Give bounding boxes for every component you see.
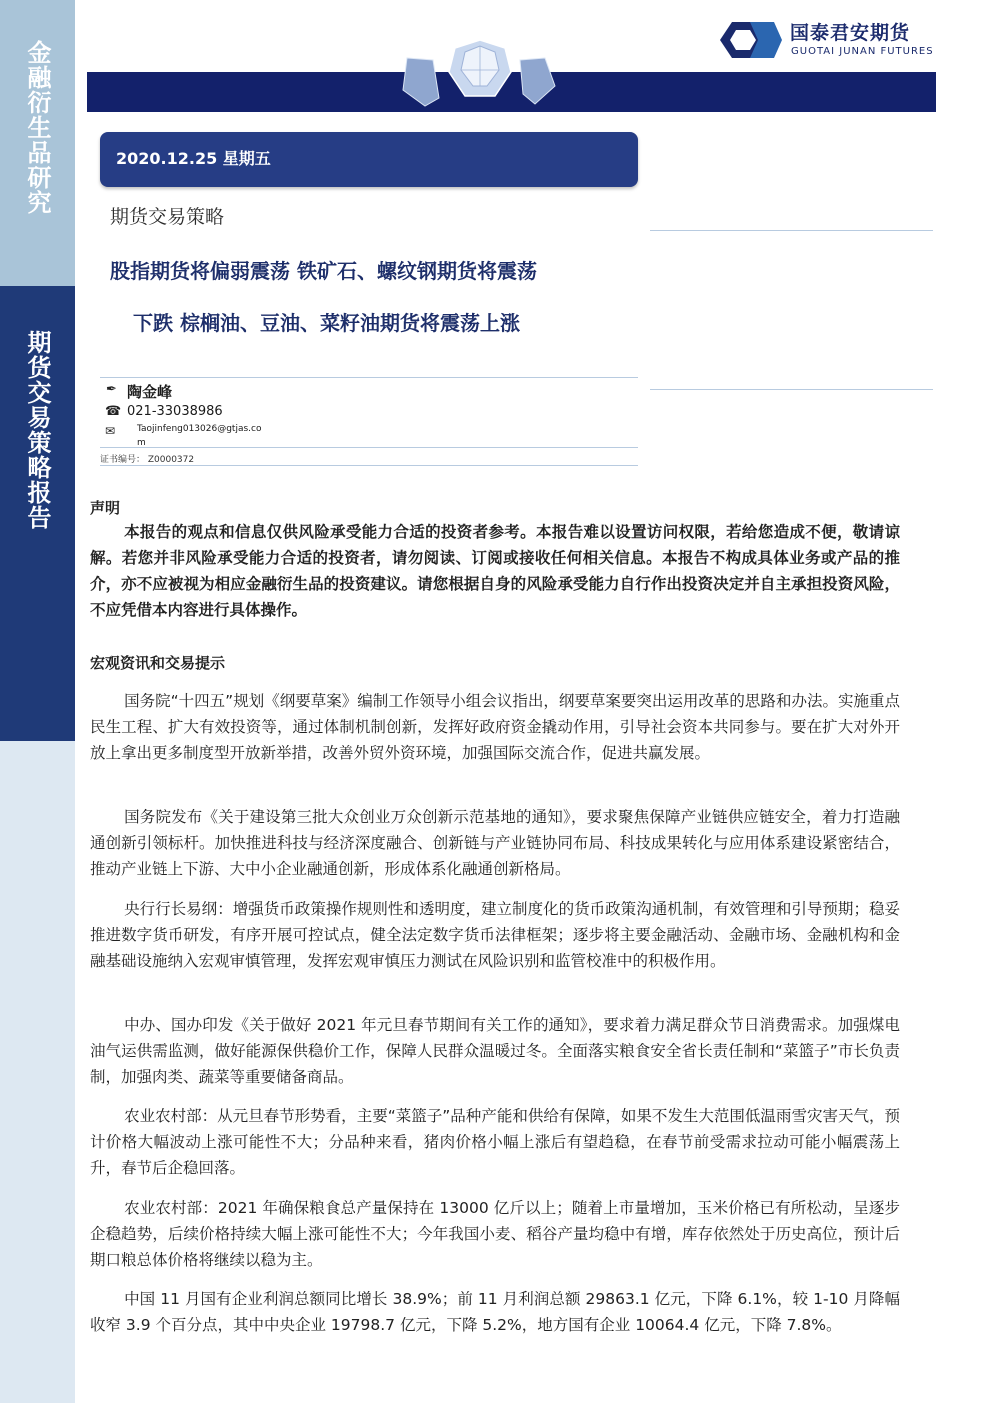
macro-paragraph: 中办、国办印发《关于做好 2021 年元旦春节期间有关工作的通知》，要求着力满足群众节日消费需求。加强煤电油气运供需监测，做好能源保供稳价工作，保障人民群众温暖过冬。全面落实粮食安全省长责任制和“菜篮子”市长负责制，加强肉类、蔬菜等重要储备商品。: [90, 1016, 900, 1086]
report-date: 2020.12.25 星期五: [116, 149, 271, 168]
email-icon: ✉: [105, 424, 116, 438]
macro-paragraph: 国务院“十四五”规划《纲要草案》编制工作领导小组会议指出，纲要草案要突出运用改革的思路和办法。实施重点民生工程、扩大有效投资等，通过体制机制创新，发挥好政府资金撬动作用，引导社会资本共同参与。要在扩大对外开放上拿出更多制度型开放新举措，改善外贸外资环境，加强国际交流合作，促进共赢发展。: [90, 692, 900, 762]
divider-line: [650, 389, 933, 390]
pen-icon: ✒: [106, 382, 117, 397]
macro-heading: 宏观资讯和交易提示: [90, 654, 226, 672]
author-phone: 021-33038986: [127, 404, 223, 419]
declaration-text: 本报告的观点和信息仅供风险承受能力合适的投资者参考。本报告难以设置访问权限，若给您造成不便，敬请谅解。若您并非风险承受能力合适的投资者，请勿阅读、订阅或接收任何相关信息。本报告不构成具体业务或产品的推介，亦不应被视为相应金融衍生品的投资建议。请您根据自身的风险承受能力自行作出投资决定并自主承担投资风险，不应凭借本内容进行具体操作。: [90, 523, 900, 619]
brand-logo-icon: [716, 20, 782, 60]
brand-name-en: GUOTAI JUNAN FUTURES: [791, 46, 934, 57]
macro-paragraph: 农业农村部：2021 年确保粮食总产量保持在 13000 亿斤以上；随着上市量增加，玉米价格已有所松动，呈逐步企稳趋势，后续价格持续大幅上涨可能性不大；今年我国小麦、稻谷产量均稳中有增，库存依然处于历史高位，预计后期口粮总体价格将继续以稳为主。: [90, 1199, 900, 1269]
author-box-top-border: [100, 377, 638, 378]
divider-line: [650, 230, 933, 231]
date-bar: [100, 132, 638, 187]
brand-name-cn: 国泰君安期货: [790, 22, 911, 44]
sidebar-category-label: 金融衍生品研究: [23, 40, 52, 215]
author-email: Taojinfeng013026@gtjas.com: [137, 424, 262, 448]
report-title-line1: 股指期货将偏弱震荡 铁矿石、螺纹钢期货将震荡: [110, 259, 537, 283]
macro-paragraph: 中国 11 月国有企业利润总额同比增长 38.9%；前 11 月利润总额 29863.1 亿元，下降 6.1%，较 1-10 月降幅收窄 3.9 个百分点，其中中央企业 19798.7 亿元，下降 5.2%，地方国有企业 10064.4 亿元，下降 7.8%。: [90, 1290, 900, 1334]
sidebar-bottom-panel: [0, 741, 75, 1403]
diamond-graphic: [395, 38, 565, 116]
report-title-line2: 下跌 棕榈油、豆油、菜籽油期货将震荡上涨: [133, 311, 520, 335]
report-type: 期货交易策略: [110, 206, 225, 228]
phone-icon: ☎: [105, 404, 122, 419]
author-name: 陶金峰: [127, 383, 173, 401]
macro-paragraph: 央行行长易纲：增强货币政策操作规则性和透明度，建立制度化的货币政策沟通机制，有效管理和引导预期；稳妥推进数字货币研发，有序开展可控试点，健全法定数字货币法律框架；逐步将主要金融活动、金融市场、金融机构和金融基础设施纳入宏观审慎管理，发挥宏观审慎压力测试在风险识别和监管校准中的积极作用。: [90, 900, 900, 970]
sidebar-report-label: 期货交易策略报告: [23, 330, 52, 530]
author-cert: 证书编号： Z0000372: [100, 455, 195, 465]
declaration-heading: 声明: [90, 499, 121, 517]
macro-paragraph: 农业农村部：从元旦春节形势看，主要“菜篮子”品种产能和供给有保障，如果不发生大范围低温雨雪灾害天气，预计价格大幅波动上涨可能性不大；分品种来看，猪肉价格小幅上涨后有望趋稳，在春节前受需求拉动可能小幅震荡上升，春节后企稳回落。: [90, 1107, 900, 1177]
macro-paragraph: 国务院发布《关于建设第三批大众创业万众创新示范基地的通知》，要求聚焦保障产业链供应链安全，着力打造融通创新引领标杆。加快推进科技与经济深度融合、创新链与产业链协同布局、科技成果转化与应用体系建设紧密结合，推动产业链上下游、大中小企业融通创新，形成体系化融通创新格局。: [90, 808, 900, 878]
divider-line: [100, 465, 638, 466]
